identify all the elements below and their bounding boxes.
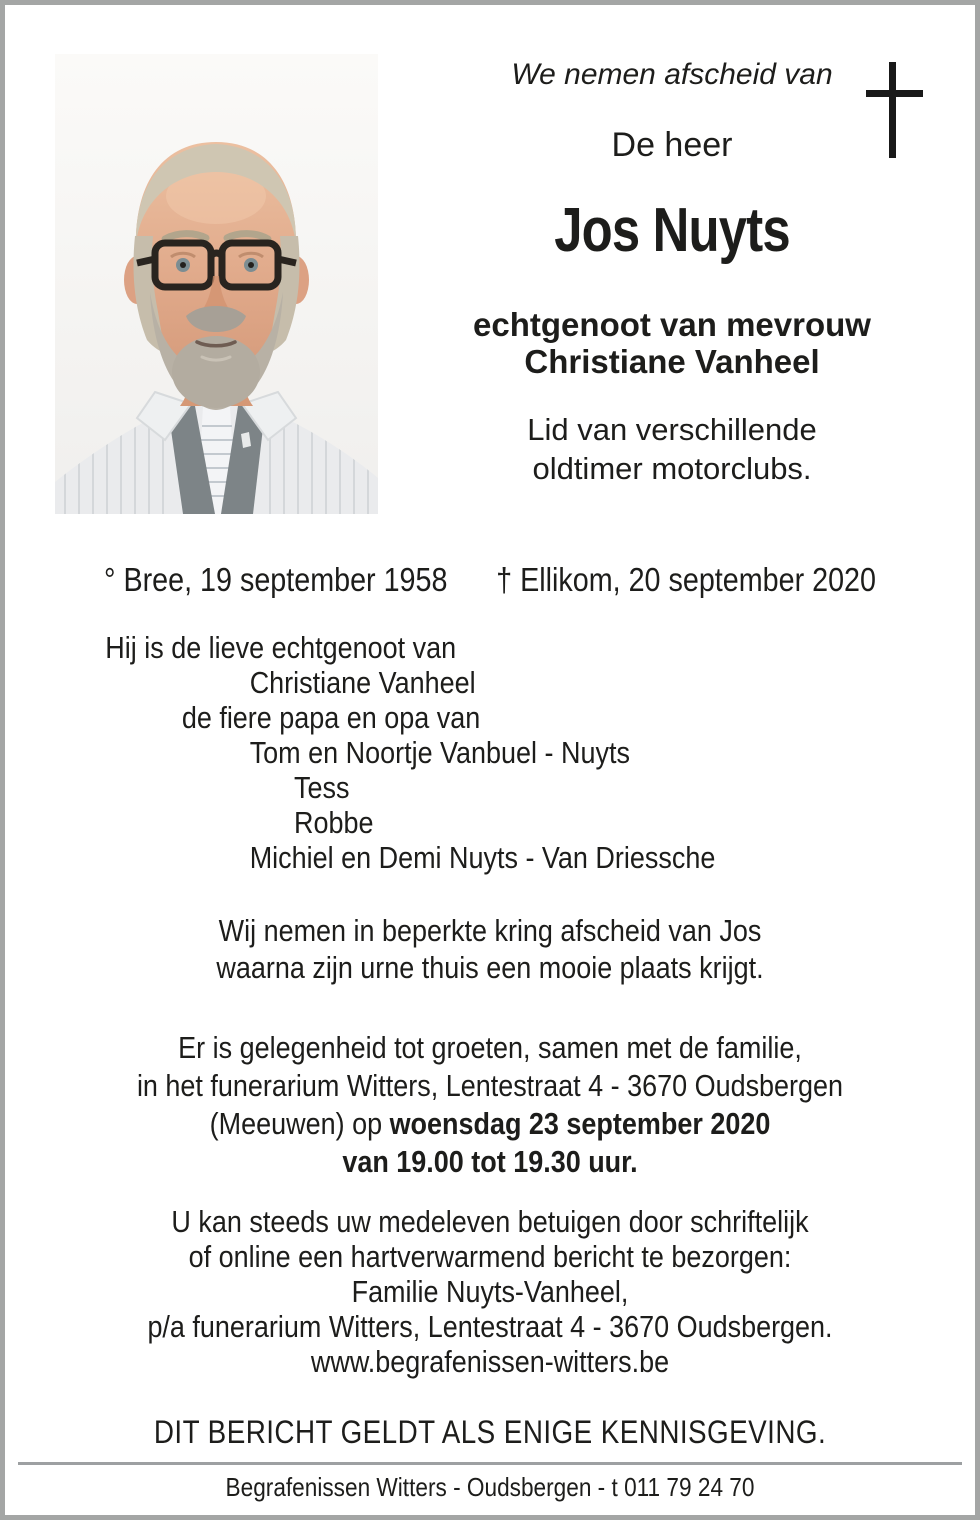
visitation-line-1: Er is gelegenheid tot groeten, samen met de familie,: [178, 1030, 802, 1065]
deceased-photo: [55, 54, 378, 514]
visitation-line-4: [64, 1143, 917, 1181]
family-line: Tess: [294, 770, 350, 805]
condolence-line-1: U kan steeds uw medeleven betuigen door schriftelijk: [171, 1204, 809, 1239]
membership-line-2: oldtimer motorclubs.: [532, 451, 812, 486]
death-date: † Ellikom, 20 september 2020: [496, 561, 876, 598]
sole-notice: DIT BERICHT GELDT ALS ENIGE KENNISGEVING.: [153, 1414, 827, 1450]
family-line: Michiel en Demi Nuyts - Van Driessche: [249, 840, 716, 875]
condolence-paragraph: [64, 1204, 917, 1379]
condolence-family-name: Familie Nuyts-Vanheel,: [351, 1274, 629, 1309]
farewell-line-2: waarna zijn urne thuis een mooie plaats krijgt.: [216, 950, 764, 985]
visitation-hours: van 19.00 tot 19.30 uur.: [342, 1144, 638, 1179]
visitation-date: woensdag 23 september 2020: [389, 1106, 771, 1141]
visitation-paragraph: [64, 1029, 917, 1181]
farewell-line-1: Wij nemen in beperkte kring afscheid van Jos: [218, 913, 762, 948]
membership-line-1: Lid van verschillende: [527, 412, 817, 447]
deceased-name: Jos Nuyts: [554, 196, 790, 265]
family-line: Robbe: [294, 805, 374, 840]
footer-divider: [18, 1462, 962, 1465]
condolence-address: p/a funerarium Witters, Lentestraat 4 - 3670 Oudsbergen.: [147, 1309, 833, 1344]
family-line: Christiane Vanheel: [249, 665, 476, 700]
spouse-name: Christiane Vanheel: [524, 343, 820, 380]
family-block: [0, 630, 853, 875]
salutation: De heer: [611, 126, 733, 164]
condolence-website: www.begrafenissen-witters.be: [310, 1344, 670, 1379]
farewell-intro: We nemen afscheid van: [511, 58, 833, 91]
visitation-line-3: (Meeuwen) op woensdag 23 september 2020: [209, 1106, 771, 1141]
portrait-illustration: [55, 54, 378, 514]
funeral-home-footer: Begrafenissen Witters - Oudsbergen - t 011 79 24 70: [225, 1472, 755, 1502]
dates-line: [64, 562, 917, 598]
family-line: de fiere papa en opa van: [181, 700, 481, 735]
farewell-paragraph: [64, 912, 917, 986]
family-line: Tom en Noortje Vanbuel - Nuyts: [249, 735, 630, 770]
spouse-line: echtgenoot van mevrouw: [473, 306, 871, 343]
spouse-block: [398, 306, 946, 380]
condolence-line-2: of online een hartverwarmend bericht te bezorgen:: [188, 1239, 792, 1274]
birth-date: ° Bree, 19 september 1958: [103, 561, 448, 598]
family-line: Hij is de lieve echtgenoot van: [105, 630, 457, 665]
membership-note: [398, 410, 946, 488]
visitation-line-2: in het funerarium Witters, Lentestraat 4 - 3670 Oudsbergen: [136, 1068, 844, 1103]
